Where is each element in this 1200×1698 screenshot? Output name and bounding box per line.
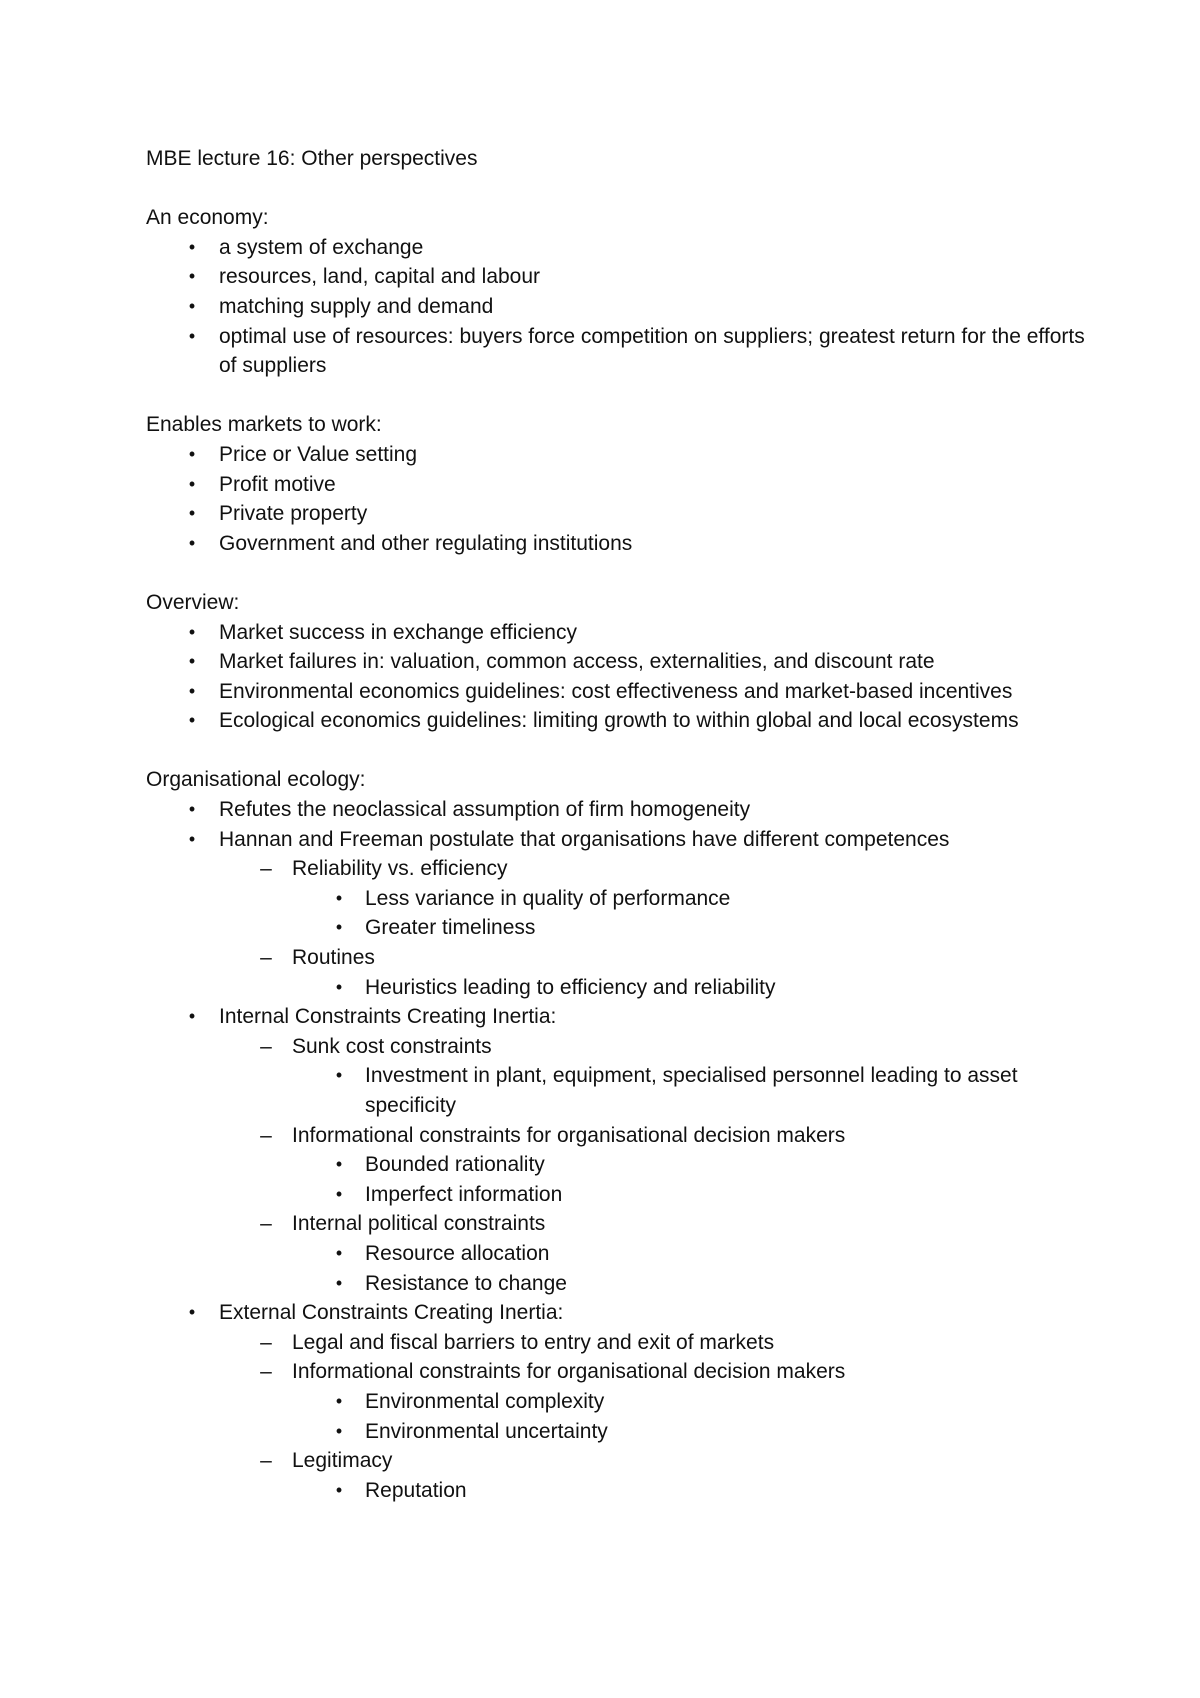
list-item (146, 1209, 1096, 1239)
list-item (146, 647, 1096, 677)
list-item (146, 1061, 1096, 1120)
list-item (146, 677, 1096, 707)
list-item (146, 943, 1096, 973)
list-item-text: Resistance to change (365, 1271, 567, 1295)
list-item (146, 1032, 1096, 1062)
dash-marker: – (260, 1212, 272, 1236)
bullet-marker: • (188, 799, 196, 820)
bullet-marker: • (188, 680, 196, 701)
dash-marker: – (260, 1449, 272, 1473)
list-item-text: Internal political constraints (292, 1212, 546, 1236)
list-item-text: Bounded rationality (365, 1153, 545, 1177)
list-item (146, 1357, 1096, 1387)
list-item (146, 499, 1096, 529)
bullet-marker: • (188, 651, 196, 672)
list-item (146, 440, 1096, 470)
document-title: MBE lecture 16: Other perspectives (146, 147, 478, 170)
list-item (146, 1417, 1096, 1447)
bullet-marker: • (335, 917, 343, 938)
list-item-text: Environmental economics guidelines: cost effectiveness and market-based incentives (219, 679, 1013, 703)
bullet-marker: • (335, 1390, 343, 1411)
list-item (146, 825, 1096, 855)
bullet-marker: • (188, 1302, 196, 1323)
list-item (146, 1180, 1096, 1210)
bullet-marker: • (335, 1420, 343, 1441)
list-item (146, 795, 1096, 825)
list-item (146, 529, 1096, 559)
list-item-text: a system of exchange (219, 235, 424, 259)
ecology-list (146, 795, 1096, 1505)
bullet-marker: • (188, 443, 196, 464)
list-item-text: Government and other regulating institutions (219, 531, 633, 555)
list-item (146, 233, 1096, 263)
list-item-text: Market success in exchange efficiency (219, 620, 577, 644)
bullet-marker: • (335, 1183, 343, 1204)
dash-marker: – (260, 1123, 272, 1147)
section-heading-economy: An economy: (146, 206, 269, 230)
list-item (146, 706, 1096, 736)
bullet-marker: • (188, 710, 196, 731)
list-item (146, 292, 1096, 322)
list-item-text: Investment in plant, equipment, specialised personnel leading to asset specificity (365, 1064, 1018, 1117)
list-item (146, 884, 1096, 914)
list-item-text: optimal use of resources: buyers force competition on suppliers; greatest return for the efforts of suppliers (219, 324, 1085, 378)
list-item (146, 1328, 1096, 1358)
dash-marker: – (260, 1360, 272, 1384)
spacer (146, 381, 1096, 411)
list-item-text: Hannan and Freeman postulate that organisations have different competences (219, 827, 950, 851)
bullet-marker: • (188, 266, 196, 287)
list-item-text: Informational constraints for organisational decision makers (292, 1360, 846, 1384)
markets-list (146, 440, 1096, 558)
section-heading-markets: Enables markets to work: (146, 413, 382, 437)
dash-marker: – (260, 1034, 272, 1058)
bullet-marker: • (335, 976, 343, 997)
bullet-marker: • (188, 503, 196, 524)
spacer (146, 736, 1096, 766)
list-item-text: Informational constraints for organisational decision makers (292, 1123, 846, 1147)
overview-list (146, 618, 1096, 736)
list-item-text: Less variance in quality of performance (365, 886, 731, 910)
bullet-marker: • (335, 1272, 343, 1293)
list-item (146, 618, 1096, 648)
list-item-text: Reputation (365, 1478, 467, 1502)
list-item-text: Market failures in: valuation, common access, externalities, and discount rate (219, 650, 935, 674)
spacer (146, 174, 1096, 204)
list-item (146, 1239, 1096, 1269)
spacer (146, 558, 1096, 588)
document-page (146, 144, 1096, 1505)
list-item-text: Internal Constraints Creating Inertia: (219, 1005, 557, 1029)
list-item-text: Heuristics leading to efficiency and reliability (365, 975, 776, 999)
list-item-text: Legal and fiscal barriers to entry and exit of markets (292, 1330, 775, 1354)
bullet-marker: • (188, 828, 196, 849)
list-item-text: Profit motive (219, 472, 336, 496)
bullet-marker: • (188, 295, 196, 316)
bullet-marker: • (188, 532, 196, 553)
dash-marker: – (260, 857, 272, 881)
list-item (146, 1002, 1096, 1032)
list-item-text: Resource allocation (365, 1241, 550, 1265)
bullet-marker: • (188, 1006, 196, 1027)
bullet-marker: • (335, 1479, 343, 1500)
list-item-text: Price or Value setting (219, 442, 418, 466)
section-heading-ecology: Organisational ecology: (146, 768, 366, 792)
list-item-text: Refutes the neoclassical assumption of firm homogeneity (219, 798, 751, 822)
list-item-text: Reliability vs. efficiency (292, 857, 508, 881)
list-item (146, 1476, 1096, 1506)
list-item-text: Environmental uncertainty (365, 1419, 608, 1443)
list-item (146, 1150, 1096, 1180)
bullet-marker: • (188, 325, 196, 346)
list-item-text: matching supply and demand (219, 294, 494, 318)
list-item-text: Environmental complexity (365, 1389, 605, 1413)
economy-list (146, 233, 1096, 381)
list-item (146, 913, 1096, 943)
list-item-text: Private property (219, 502, 368, 526)
list-item (146, 1387, 1096, 1417)
list-item-text: Ecological economics guidelines: limiting growth to within global and local ecosystems (219, 709, 1019, 733)
list-item (146, 322, 1096, 381)
bullet-marker: • (188, 621, 196, 642)
list-item (146, 1121, 1096, 1151)
list-item (146, 854, 1096, 884)
bullet-marker: • (335, 1065, 343, 1086)
bullet-marker: • (188, 473, 196, 494)
bullet-marker: • (335, 887, 343, 908)
list-item-text: Routines (292, 946, 375, 970)
list-item (146, 262, 1096, 292)
list-item (146, 1446, 1096, 1476)
list-item-text: External Constraints Creating Inertia: (219, 1301, 564, 1325)
list-item (146, 1269, 1096, 1299)
list-item-text: Imperfect information (365, 1182, 563, 1206)
dash-marker: – (260, 1330, 272, 1354)
bullet-marker: • (335, 1242, 343, 1263)
list-item-text: Sunk cost constraints (292, 1034, 492, 1058)
list-item (146, 470, 1096, 500)
dash-marker: – (260, 946, 272, 970)
list-item-text: Legitimacy (292, 1449, 393, 1473)
list-item (146, 1298, 1096, 1328)
bullet-marker: • (335, 1154, 343, 1175)
list-item-text: Greater timeliness (365, 916, 536, 940)
list-item-text: resources, land, capital and labour (219, 265, 541, 289)
bullet-marker: • (188, 236, 196, 257)
section-heading-overview: Overview: (146, 590, 240, 614)
list-item (146, 973, 1096, 1003)
